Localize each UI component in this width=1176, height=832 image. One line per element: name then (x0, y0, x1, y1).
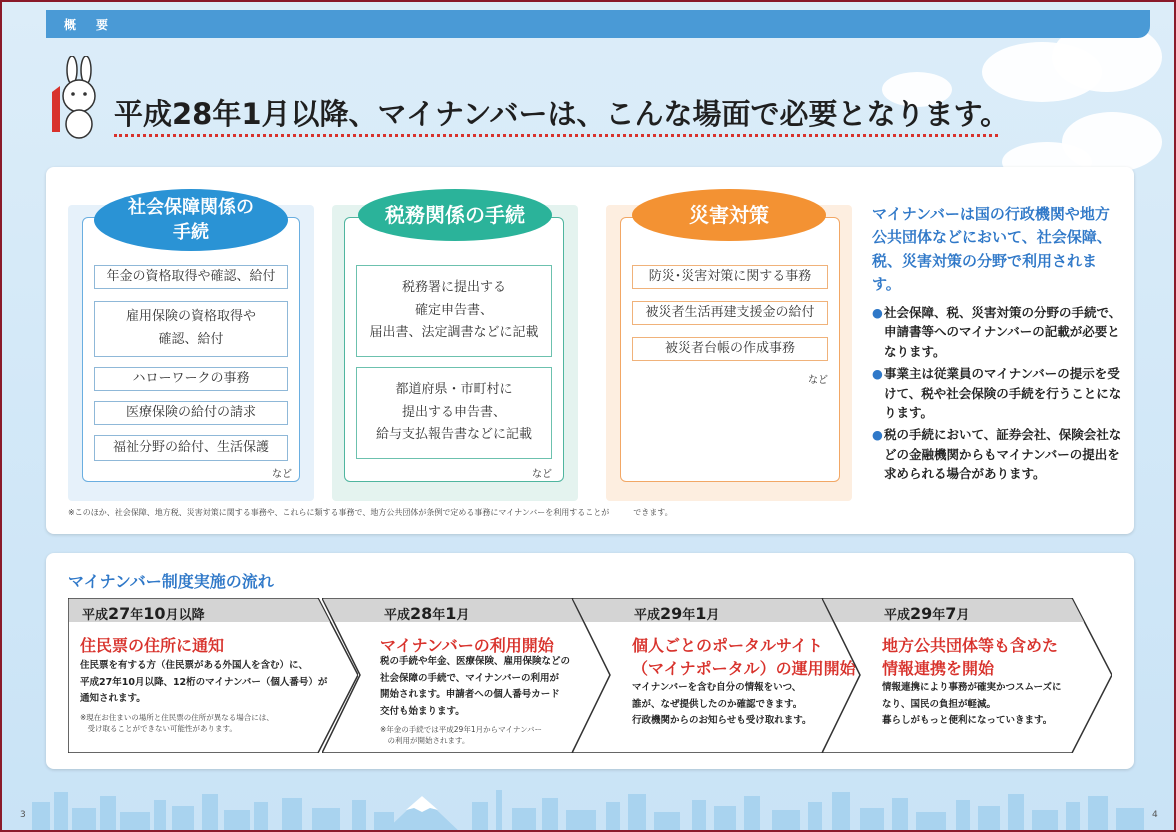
headline-underline (114, 134, 998, 137)
step-date: 平成28年1月 (384, 604, 470, 623)
step-title: 住民票の住所に通知 (80, 636, 225, 655)
step-body: 税の手続や年金、医療保険、雇用保険などの 社会保障の手続で、マイナンバーの利用が 開始されます。申請者への個人番号カード 交付も始まります。 (380, 656, 571, 717)
page-number-left: 3 (20, 810, 26, 820)
more-label: など (532, 469, 552, 480)
list-item: 雇用保険の資格取得や 確認、給付 (94, 301, 288, 357)
step-body: マイナンバーを含む自分の情報をいつ、 誰が、なぜ提供したのか確認できます。 行政機関からのお知らせも受け取れます。 (632, 682, 812, 727)
timeline-title: マイナンバー制度実施の流れ (68, 572, 274, 591)
more-label: など (272, 469, 292, 480)
list-item: 医療保険の給付の請求 (94, 401, 288, 425)
page-number-right: 4 (1152, 810, 1158, 820)
step-title: 地方公共団体等も含めた 情報連携を開始 (882, 636, 1059, 679)
step-title: マイナンバーの利用開始 (380, 636, 554, 655)
section-header-bar (46, 10, 1150, 38)
timeline-step (822, 598, 1112, 753)
category-title: 社会保障関係の 手続 (94, 189, 288, 251)
list-item: ハローワークの事務 (94, 367, 288, 391)
step-date: 平成29年7月 (884, 604, 970, 623)
bullet-text: 社会保障、税、災害対策の分野の手続で、申請書等へのマイナンバーの記載が必要となります。 (884, 305, 1122, 359)
more-label: など (808, 375, 828, 386)
list-item: 税務署に提出する 確定申告書、 届出書、法定調書などに記載 (356, 265, 552, 357)
timeline-card (46, 553, 1134, 769)
bullet-dot-icon: ● (872, 366, 883, 382)
step-date: 平成29年1月 (634, 604, 720, 623)
timeline-step (68, 598, 358, 753)
page-headline: 平成28年1月以降、マイナンバーは、こんな場面で必要となります。 (114, 97, 1010, 131)
list-item: 防災･災害対策に関する事務 (632, 265, 828, 289)
category-title: 災害対策 (632, 189, 826, 241)
step-body: 住民票を有する方（住民票がある外国人を含む）に、 平成27年10月以降、12桁のマイナンバー（個人番号）が 通知されます。 (80, 660, 328, 705)
list-item: 都道府県・市町村に 提出する申告書、 給与支払報告書などに記載 (356, 367, 552, 459)
list-item: 福祉分野の給付、生活保護 (94, 435, 288, 461)
section-tag: 概 要 (64, 18, 113, 32)
footnote: ※このほか、社会保障、地方税、災害対策に関する事務や、これらに類する事務で、地方公共団体が条例で定める事務にマイナンバーを利用することが できます。 (68, 508, 673, 517)
list-item (872, 364, 1122, 422)
timeline-step (572, 598, 862, 753)
step-note: ※年金の手続では平成29年1月からマイナンバー の利用が開始されます。 (380, 725, 543, 746)
mascot-rabbit-icon (48, 56, 112, 140)
step-title: 個人ごとのポータルサイト （マイナポータル）の運用開始 (632, 636, 856, 679)
bullet-dot-icon: ● (872, 427, 883, 443)
bullet-dot-icon: ● (872, 305, 883, 320)
list-item: 年金の資格取得や確認、給付 (94, 265, 288, 289)
category-title: 税務関係の手続 (358, 189, 552, 241)
step-note: ※現在お住まいの場所と住民票の住所が異なる場合には、 受け取ることができない可能性があります。 (80, 713, 274, 734)
step-date: 平成27年10月以降 (82, 604, 205, 623)
side-lead-text: マイナンバーは国の行政機関や地方公共団体などにおいて、社会保障、税、災害対策の分野で利用されます。 (872, 205, 1112, 293)
list-item (872, 303, 1122, 361)
city-skyline-icon (2, 782, 1176, 832)
side-bullet-list (872, 303, 1122, 486)
usage-card (46, 167, 1134, 534)
bullet-text: 税の手続において、証券会社、保険会社などの金融機関からもマイナンバーの提出を求められる場合があります。 (884, 427, 1122, 481)
bullet-text: 事業主は従業員のマイナンバーの提示を受けて、税や社会保険の手続を行うことになります。 (884, 366, 1122, 420)
list-item: 被災者生活再建支援金の給付 (632, 301, 828, 325)
list-item: 被災者台帳の作成事務 (632, 337, 828, 361)
step-body: 情報連携により事務が確実かつスムーズに なり、国民の負担が軽減。 暮らしがもっと便利になっていきます。 (882, 682, 1062, 727)
list-item (872, 425, 1122, 483)
timeline-step (322, 598, 612, 753)
